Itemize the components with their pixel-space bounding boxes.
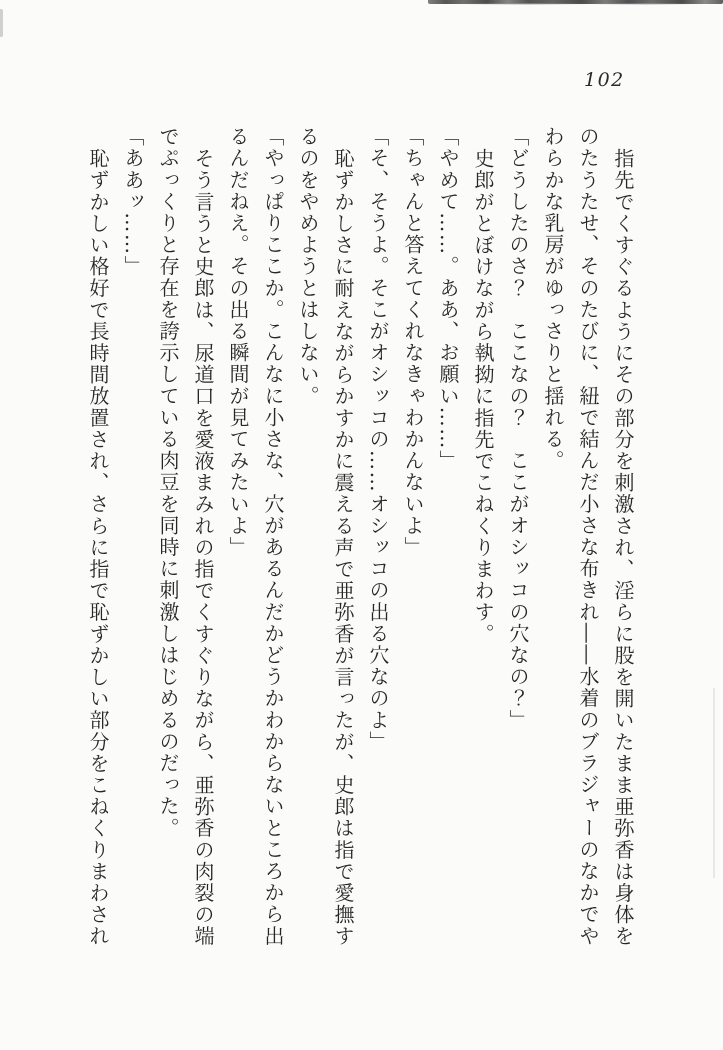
- paragraph: 史郎がとぼけながら執拗に指先でこねくりまわす。: [471, 147, 495, 645]
- paragraph: 恥ずかしい格好で長時間放置され、さらに指で恥ずかしい部分をこねくりまわされ: [86, 147, 110, 947]
- scan-mark-left-edge: [0, 9, 3, 37]
- paragraph: 「どうしたのさ？ ここなの？ ここがオシッコの穴なの？」: [506, 126, 530, 731]
- paragraph: 「やめて……。ああ、お願い……」: [436, 126, 460, 472]
- page-number: 102: [584, 69, 625, 91]
- paragraph: 恥ずかしさに耐えながらかすかに震える声で亜弥香が言ったが、史郎は指で愛撫するのをやめようとはしない。: [296, 126, 355, 947]
- paragraph: 指先でくすぐるようにその部分を刺激され、淫らに股を開いたまま亜弥香は身体をのたうたせ、そのたびに、紐で結んだ小さな布きれ――水着のブラジャーのなかでやわらかな乳房がゆっさりと揺れる。: [541, 126, 635, 947]
- scan-edge-artifact-top: [428, 0, 723, 4]
- paragraph: 「やっぱりここか。こんなに小さな、穴があるんだかどうかわからないところから出るんだねえ。その出る瞬間が見てみたいよ」: [226, 126, 285, 947]
- paragraph: 「そ、そうよ。そこがオシッコの……オシッコの出る穴なのよ」: [366, 126, 390, 753]
- paragraph: 「ああッ……」: [121, 126, 145, 278]
- paragraph: そう言うと史郎は、尿道口を愛液まみれの指でくすぐりながら、亜弥香の肉裂の端でぷっくりと存在を誇示している肉豆を同時に刺激しはじめるのだった。: [156, 126, 215, 947]
- body-text: [80, 126, 640, 950]
- paragraph: 「ちゃんと答えてくれなきゃわかんないよ」: [401, 126, 425, 558]
- scan-line-right-edge: [713, 688, 715, 878]
